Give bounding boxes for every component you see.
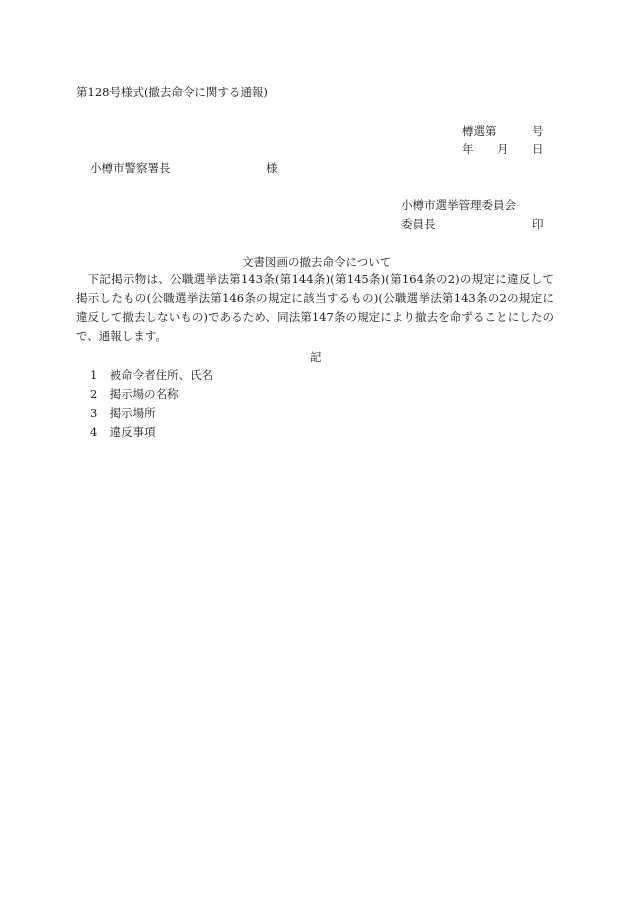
sender-seal: 印 (532, 217, 544, 231)
list-item (90, 367, 213, 383)
sender-title: 委員長 (401, 217, 436, 231)
sender-org: 小樽市選挙管理委員会 (401, 198, 516, 212)
date-day: 日 (532, 142, 544, 156)
addressee-name: 小樽市警察署長 (90, 161, 171, 175)
addressee-honorific: 様 (266, 161, 278, 175)
item-number: 4 (90, 425, 98, 439)
doc-number-prefix: 樽選第 (462, 124, 497, 138)
list-item (90, 424, 156, 440)
subject: 文書図画の撤去命令について (242, 255, 392, 269)
item-number: 3 (90, 406, 98, 420)
list-item (90, 386, 179, 402)
date-year: 年 (462, 142, 474, 156)
ki-heading: 記 (310, 350, 322, 364)
item-label: 被命令者住所、氏名 (109, 368, 214, 382)
item-number: 2 (90, 387, 98, 401)
item-label: 違反事項 (109, 425, 156, 439)
item-number: 1 (90, 368, 98, 382)
list-item (90, 405, 156, 421)
date-month: 月 (497, 142, 509, 156)
item-label: 掲示場の名称 (109, 387, 179, 401)
form-title: 第128号様式(撤去命令に関する通報) (76, 85, 268, 99)
body-text: 下記掲示物は、公職選挙法第143条(第144条)(第145条)(第164条の2)の規定に違反して掲示したもの(公職選挙法第146条の規定に該当するもの)(公職選挙法第143条の2の規定に違反して撤去しないもの)であるため、同法第147条の規定により撤去を命ずることにしたので、通報します。 (76, 272, 554, 343)
doc-number-suffix: 号 (532, 124, 544, 138)
item-label: 掲示場所 (109, 406, 156, 420)
